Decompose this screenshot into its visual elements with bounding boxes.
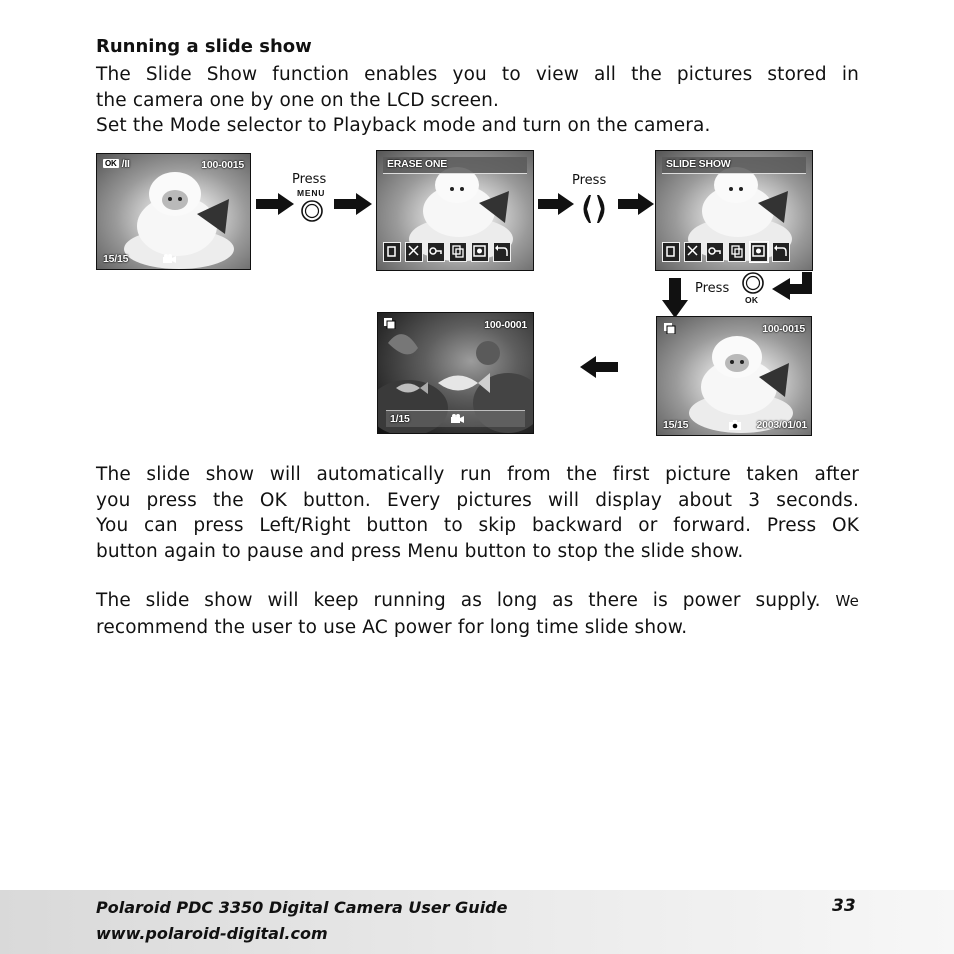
ok-button-label: OK	[745, 295, 759, 305]
menu-title-bar	[662, 157, 806, 174]
slideshow-icon	[384, 318, 396, 329]
intro-line: Set the Mode selector to Playback mode and turn on the camera.	[96, 115, 711, 136]
body-line: you press the OK button. Every pictures will display about 3 seconds.	[96, 489, 859, 511]
return-icon[interactable]	[772, 242, 790, 262]
file-number: 100-0015	[201, 159, 244, 171]
protect-icon[interactable]	[383, 242, 401, 262]
left-return-arrow-icon	[772, 272, 812, 300]
intro-paragraph	[96, 62, 859, 139]
key-icon[interactable]	[427, 242, 445, 262]
file-number: 100-0001	[484, 319, 527, 331]
frame-counter: 15/15	[663, 419, 689, 431]
left-arrow-icon	[580, 356, 618, 378]
movie-camera-icon	[163, 254, 177, 264]
lcd-screen-slideshow-menu	[655, 150, 813, 271]
footer-url[interactable]: www.polaroid-digital.com	[96, 924, 328, 943]
menu-icon-row	[662, 242, 806, 264]
slideshow-icon[interactable]	[471, 242, 489, 262]
movie-camera-icon	[451, 414, 465, 424]
power-line: recommend the user to use AC power for long time slide show.	[96, 616, 688, 638]
protect-icon[interactable]	[662, 242, 680, 262]
lcd-screen-erase-menu	[376, 150, 534, 271]
ok-button-icon[interactable]	[741, 271, 765, 295]
lcd-screen-slideshow-start	[656, 316, 812, 436]
key-icon[interactable]	[706, 242, 724, 262]
menu-title: SLIDE SHOW	[666, 158, 731, 170]
page-number: 33	[832, 896, 856, 916]
menu-button-label: MENU	[297, 188, 326, 198]
power-paragraph	[96, 588, 859, 640]
date-stamp: 2003/01/01	[756, 419, 807, 431]
return-icon[interactable]	[493, 242, 511, 262]
menu-title: ERASE ONE	[387, 158, 448, 170]
right-arrow-icon	[334, 193, 372, 215]
power-line: The slide show will keep running as long as there is power supply. We	[96, 590, 859, 611]
intro-line: the camera one by one on the LCD screen.	[96, 89, 500, 111]
body-line: You can press Left/Right button to skip backward or forward. Press OK	[96, 515, 859, 536]
erase-icon[interactable]	[405, 242, 423, 262]
press-label: Press	[572, 173, 607, 188]
play-pause-indicator: /II	[121, 158, 130, 170]
intro-line: The Slide Show function enables you to view all the pictures stored in	[96, 64, 859, 85]
camera-icon	[729, 420, 741, 430]
lcd-screen-playback	[96, 153, 251, 270]
body-line: The slide show will automatically run from the first picture taken after	[96, 464, 859, 485]
menu-icon-row	[383, 242, 527, 264]
right-arrow-icon	[618, 193, 654, 215]
menu-button-icon[interactable]	[300, 199, 324, 223]
frame-counter: 15/15	[103, 253, 129, 265]
erase-icon[interactable]	[684, 242, 702, 262]
section-heading: Running a slide show	[96, 36, 312, 57]
toy-photo-icon	[97, 154, 250, 269]
left-right-button-icon[interactable]	[578, 193, 610, 225]
press-label: Press	[695, 281, 730, 296]
menu-title-bar	[383, 157, 527, 174]
right-arrow-icon	[538, 193, 574, 215]
ok-badge: OK	[105, 159, 117, 168]
down-arrow-icon	[662, 278, 688, 318]
lcd-screen-slideshow-first	[377, 312, 534, 434]
file-number: 100-0015	[762, 323, 805, 335]
right-arrow-icon	[256, 193, 294, 215]
body-paragraph	[96, 462, 859, 564]
footer-title: Polaroid PDC 3350 Digital Camera User Guide	[96, 898, 508, 917]
body-line: button again to pause and press Menu button to stop the slide show.	[96, 540, 744, 562]
copy-icon[interactable]	[728, 242, 746, 262]
slideshow-icon	[664, 323, 676, 334]
slideshow-icon[interactable]	[750, 242, 768, 262]
copy-icon[interactable]	[449, 242, 467, 262]
frame-counter: 1/15	[390, 413, 410, 425]
press-label: Press	[292, 172, 327, 187]
